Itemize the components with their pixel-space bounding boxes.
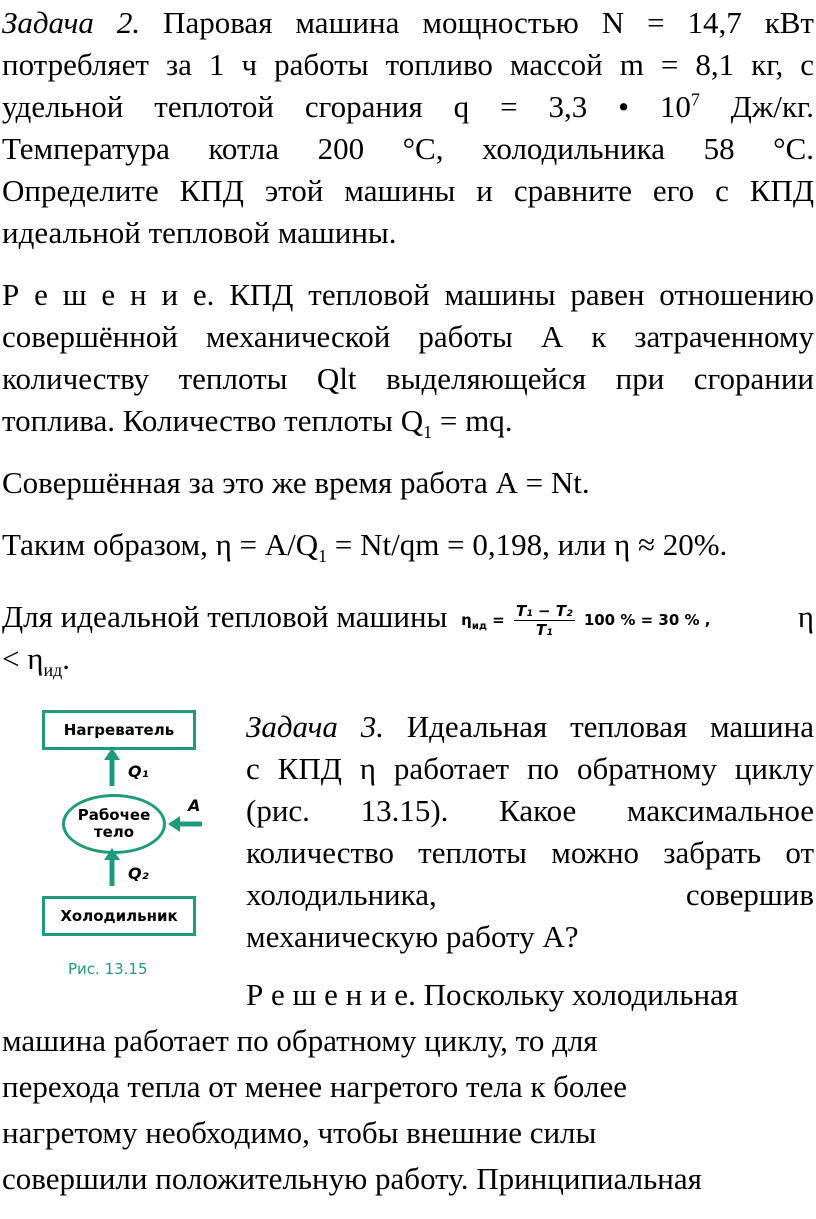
working-body-label-1: Рабочее bbox=[77, 806, 151, 824]
solution2-work: Совершённая за это же время работа А = Nt. bbox=[2, 465, 590, 500]
task3-line-6: механическую работу А? bbox=[246, 919, 579, 954]
task2-text-3a: удельной теплотой сгорания q = 3,3 • 10 bbox=[2, 89, 691, 124]
working-body-label-2: тело bbox=[93, 823, 135, 841]
working-body-ellipse bbox=[62, 794, 166, 854]
formula-result: 100 % = 30 % , bbox=[583, 610, 711, 629]
task3-line-1 bbox=[246, 708, 814, 746]
task2-exponent: 7 bbox=[690, 89, 700, 110]
task3-line-3: (рис. 13.15). Какое максимальное bbox=[246, 793, 814, 828]
task2-line-4: Температура котла 200 °С, холодильника 58 °С. bbox=[2, 131, 814, 166]
task2-label: Задача 2. bbox=[2, 5, 141, 40]
task3-label: Задача 3. bbox=[246, 709, 384, 744]
q2-label: Q₂ bbox=[128, 864, 149, 883]
solution2-text-4b: = mq. bbox=[432, 403, 513, 438]
task2-line-5: Определите КПД этой машины и сравните его с КПД bbox=[2, 173, 814, 208]
task2-line-1 bbox=[2, 4, 814, 42]
cooler-box: Холодильник bbox=[42, 896, 196, 936]
solution3-line-4: нагретому необходимо, чтобы внешние силы bbox=[2, 1115, 597, 1150]
solution2-text-p4c: < η bbox=[2, 641, 44, 676]
formula-eta-sub: ид bbox=[471, 620, 487, 632]
heater-box: Нагреватель bbox=[42, 710, 196, 750]
solution3-line-5: совершили положительную работу. Принципиальная bbox=[2, 1161, 702, 1196]
task3-line-5: холодильника, совершив bbox=[246, 877, 814, 912]
formula-numerator: T₁ − T₂ bbox=[515, 601, 573, 620]
solution2-line-1: Р е ш е н и е. КПД тепловой машины равен отношению bbox=[2, 277, 814, 312]
solution2-text-p4b: η bbox=[797, 599, 814, 634]
solution2-line-2: совершённой механической работы А к затраченному bbox=[2, 319, 814, 354]
solution3-line-1: Р е ш е н и е. Поскольку холодильная bbox=[246, 977, 739, 1012]
ideal-efficiency-formula bbox=[461, 601, 710, 639]
arrow-q1-head bbox=[104, 748, 120, 760]
formula-eta: η bbox=[461, 610, 472, 629]
solution2-sub-p4: ид bbox=[43, 660, 63, 681]
task2-line-2: потребляет за 1 ч работы топливо массой m = 8,1 кг, с bbox=[2, 47, 814, 82]
task3-text-1: Идеальная тепловая машина bbox=[383, 709, 814, 744]
solution2-text-p3b: = Nt/qm = 0,198, или η ≈ 20%. bbox=[327, 527, 728, 562]
solution2-text-p4a: Для идеальной тепловой машины bbox=[2, 599, 448, 634]
solution2-line-3: количеству теплоты Qlt выделяющейся при сгорании bbox=[2, 361, 814, 396]
formula-fraction bbox=[514, 602, 575, 639]
solution2-comparison bbox=[2, 640, 814, 681]
formula-equals: = bbox=[492, 610, 505, 629]
figure-caption: Рис. 13.15 bbox=[68, 960, 148, 978]
task2-line-6: идеальной тепловой машины. bbox=[2, 215, 397, 250]
arrow-a-head bbox=[168, 816, 180, 832]
solution3-line-3: перехода тепла от менее нагретого тела к более bbox=[2, 1069, 628, 1104]
task3-line-2: с КПД η работает по обратному циклу bbox=[246, 751, 814, 786]
solution2-line-4 bbox=[2, 402, 814, 443]
a-label: A bbox=[188, 796, 201, 815]
q1-label: Q₁ bbox=[128, 762, 149, 781]
solution2-efficiency bbox=[2, 526, 814, 567]
solution2-ideal-line bbox=[2, 598, 814, 639]
diagram-arrows bbox=[38, 704, 228, 1004]
solution2-text-4a: топлива. Количество теплоты Q bbox=[2, 403, 424, 438]
task2-line-3 bbox=[2, 88, 814, 126]
figure-13-15 bbox=[38, 704, 228, 1004]
formula-denominator: T₁ bbox=[535, 620, 553, 639]
solution2-sub-1: 1 bbox=[423, 422, 433, 443]
solution2-text-p4d: . bbox=[62, 641, 70, 676]
task2-text-1: Паровая машина мощностью N = 14,7 кВт bbox=[140, 5, 814, 40]
solution2-sub-p3: 1 bbox=[318, 546, 328, 567]
task2-text-3b: Дж/кг. bbox=[699, 89, 814, 124]
task3-line-4: количество теплоты можно забрать от bbox=[246, 835, 814, 870]
solution3-line-2: машина работает по обратному циклу, то для bbox=[2, 1023, 598, 1058]
solution2-text-p3a: Таким образом, η = A/Q bbox=[2, 527, 319, 562]
